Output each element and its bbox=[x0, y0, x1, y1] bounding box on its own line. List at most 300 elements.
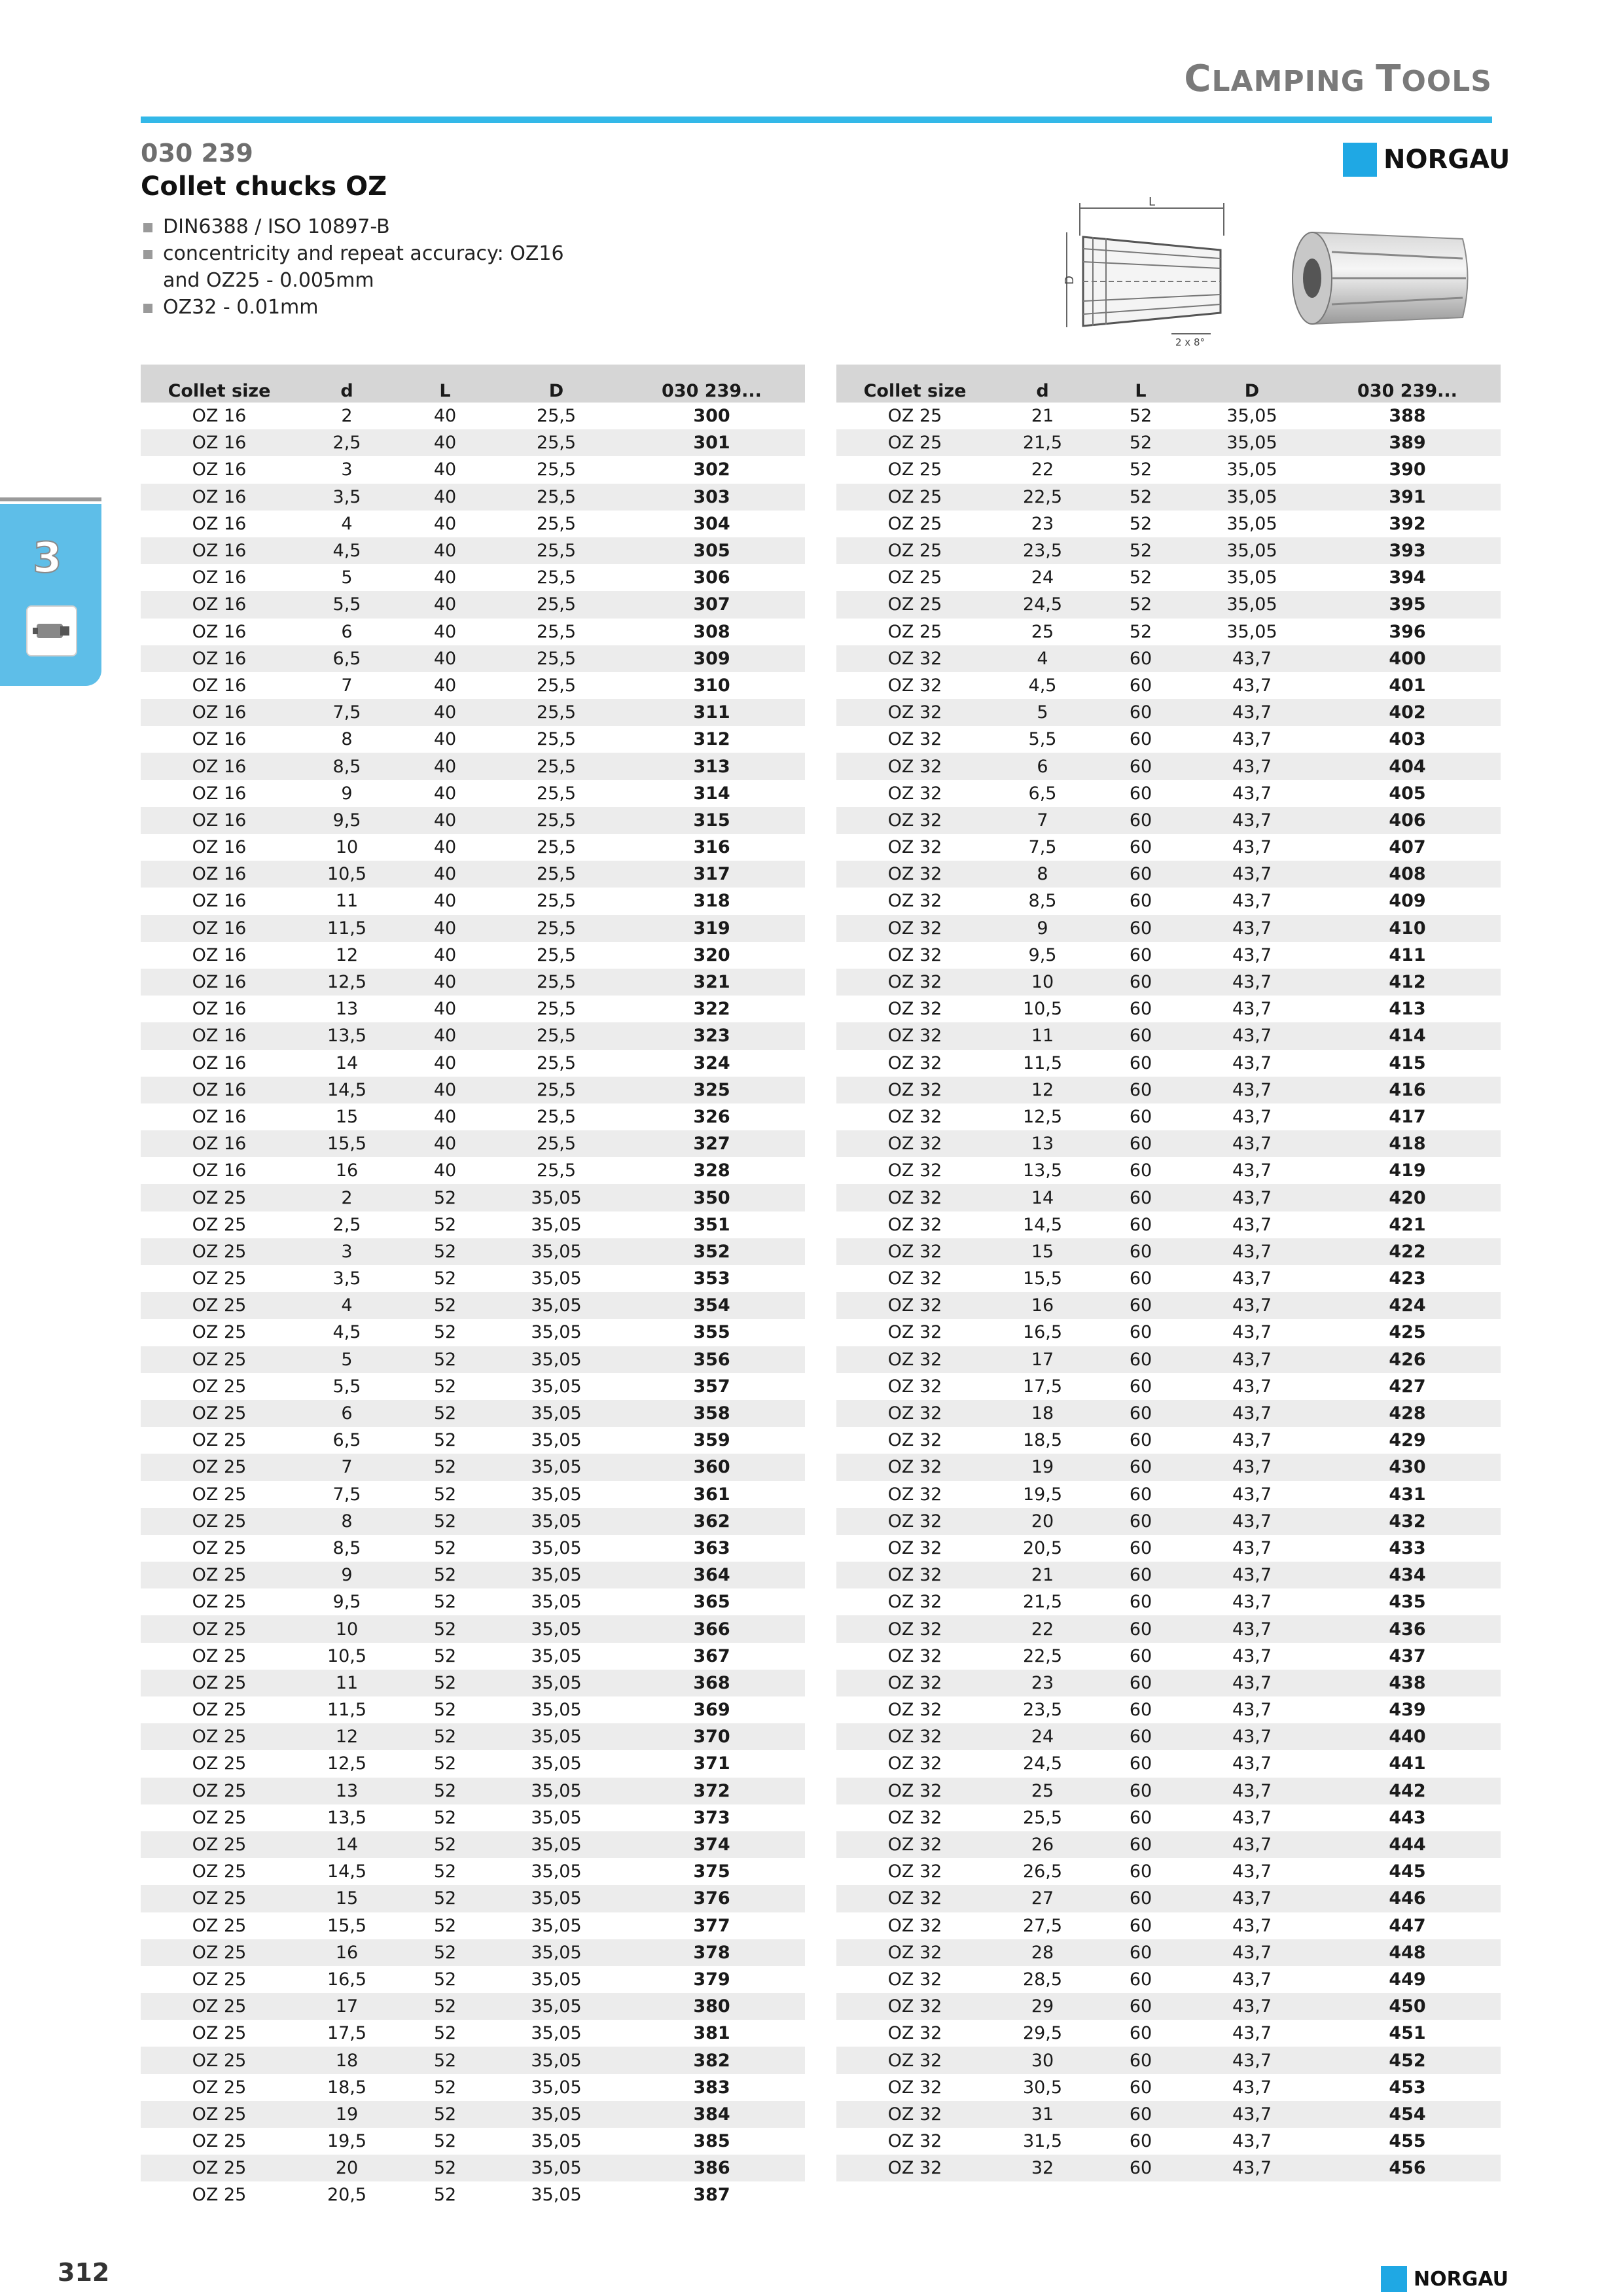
cell-d: 23,5 bbox=[1022, 1700, 1063, 1721]
cell-D: 35,05 bbox=[531, 1645, 582, 1666]
cell-collet-size: OZ 32 bbox=[836, 699, 993, 726]
col-header-d: d bbox=[993, 365, 1092, 403]
cell-d: 10 bbox=[335, 837, 359, 858]
cell-L: 60 bbox=[1129, 1430, 1152, 1451]
cell-collet-size: OZ 25 bbox=[141, 1670, 298, 1696]
cell-d: 11 bbox=[993, 1022, 1092, 1049]
cell-d: 11,5 bbox=[1022, 1052, 1063, 1073]
cell-article-code: 376 bbox=[618, 1885, 805, 1912]
cell-D: 35,05 bbox=[494, 1562, 618, 1588]
table-row bbox=[141, 1535, 805, 1562]
cell-article-code: 450 bbox=[1314, 1993, 1501, 2020]
cell-D: 43,7 bbox=[1232, 1753, 1272, 1774]
cell-article-code: 401 bbox=[1389, 675, 1426, 696]
cell-d: 15,5 bbox=[1022, 1268, 1063, 1289]
cell-article-code: 350 bbox=[618, 1184, 805, 1211]
cell-collet-size: OZ 32 bbox=[887, 1052, 942, 1073]
bullet-icon bbox=[143, 250, 152, 259]
cell-d: 5,5 bbox=[332, 1376, 361, 1397]
cell-d: 3,5 bbox=[332, 1268, 361, 1289]
cell-d: 15,5 bbox=[298, 1130, 396, 1157]
cell-d: 12,5 bbox=[1022, 1106, 1063, 1127]
cell-L: 40 bbox=[396, 861, 494, 888]
cell-D: 43,7 bbox=[1232, 1700, 1272, 1721]
cell-article-code: 370 bbox=[618, 1723, 805, 1750]
cell-collet-size: OZ 32 bbox=[836, 1238, 993, 1265]
cell-L: 52 bbox=[433, 2131, 457, 2152]
cell-collet-size: OZ 16 bbox=[141, 429, 298, 456]
cell-collet-size: OZ 25 bbox=[141, 1615, 298, 1642]
table-row bbox=[836, 511, 1501, 537]
cell-article-code: 426 bbox=[1314, 1346, 1501, 1373]
cell-D: 25,5 bbox=[536, 406, 577, 427]
cell-d: 10 bbox=[993, 969, 1092, 996]
cell-L: 52 bbox=[396, 1723, 494, 1750]
cell-collet-size: OZ 25 bbox=[141, 1400, 298, 1427]
cell-D: 35,05 bbox=[531, 1322, 582, 1343]
table-row bbox=[836, 2128, 1501, 2155]
cell-collet-size: OZ 32 bbox=[836, 1885, 993, 1912]
cell-d: 23,5 bbox=[993, 537, 1092, 564]
cell-L: 40 bbox=[433, 999, 457, 1020]
cell-article-code: 396 bbox=[1389, 621, 1426, 642]
cell-d: 25 bbox=[993, 1778, 1092, 1804]
brand-name: NORGAU bbox=[1383, 145, 1510, 175]
cell-L: 60 bbox=[1092, 1885, 1190, 1912]
col-header-D: D bbox=[494, 365, 618, 403]
table-row bbox=[836, 1535, 1501, 1562]
cell-collet-size: OZ 25 bbox=[141, 1831, 298, 1858]
table-row bbox=[141, 429, 805, 456]
cell-d: 9 bbox=[341, 783, 353, 804]
cell-L: 60 bbox=[1129, 1861, 1152, 1882]
cell-D: 25,5 bbox=[536, 729, 577, 750]
cell-D: 35,05 bbox=[494, 1939, 618, 1966]
table-row bbox=[836, 2020, 1501, 2047]
cell-d: 2,5 bbox=[332, 1214, 361, 1235]
cell-D: 35,05 bbox=[494, 2047, 618, 2073]
cell-D: 25,5 bbox=[536, 1106, 577, 1127]
cell-d: 11 bbox=[335, 891, 359, 912]
cell-collet-size: OZ 32 bbox=[887, 999, 942, 1020]
cell-article-code: 328 bbox=[693, 1160, 730, 1181]
table-row bbox=[836, 456, 1501, 483]
cell-D: 43,7 bbox=[1190, 1130, 1314, 1157]
table-row bbox=[141, 591, 805, 618]
cell-L: 60 bbox=[1129, 2131, 1152, 2152]
cell-collet-size: OZ 16 bbox=[141, 699, 298, 726]
cell-D: 35,05 bbox=[494, 1184, 618, 1211]
table-row bbox=[141, 753, 805, 780]
cell-collet-size: OZ 32 bbox=[887, 1160, 942, 1181]
cell-D: 35,05 bbox=[494, 1400, 618, 1427]
cell-D: 43,7 bbox=[1232, 1915, 1272, 1936]
cell-D: 43,7 bbox=[1190, 1346, 1314, 1373]
cell-d: 26 bbox=[993, 1831, 1092, 1858]
cell-L: 52 bbox=[396, 1508, 494, 1535]
cell-D: 25,5 bbox=[536, 999, 577, 1020]
cell-D: 43,7 bbox=[1190, 1508, 1314, 1535]
cell-d: 12 bbox=[335, 944, 359, 965]
table-row bbox=[836, 484, 1501, 511]
cell-article-code: 381 bbox=[693, 2023, 730, 2044]
cell-D: 35,05 bbox=[494, 1831, 618, 1858]
product-title: Collet chucks OZ bbox=[141, 171, 387, 202]
cell-D: 25,5 bbox=[536, 1160, 577, 1181]
cell-article-code: 408 bbox=[1314, 861, 1501, 888]
cell-article-code: 379 bbox=[693, 1969, 730, 1990]
cell-collet-size: OZ 16 bbox=[192, 513, 247, 534]
cell-collet-size: OZ 25 bbox=[141, 1939, 298, 1966]
cell-L: 52 bbox=[1129, 513, 1152, 534]
table-row bbox=[836, 429, 1501, 456]
table-row bbox=[836, 1427, 1501, 1454]
cell-L: 52 bbox=[396, 1292, 494, 1319]
cell-collet-size: OZ 16 bbox=[141, 484, 298, 511]
cell-D: 35,05 bbox=[494, 1454, 618, 1480]
cell-L: 52 bbox=[396, 1939, 494, 1966]
table-row bbox=[836, 1696, 1501, 1723]
cell-article-code: 402 bbox=[1314, 699, 1501, 726]
cell-L: 60 bbox=[1092, 969, 1190, 996]
cell-D: 43,7 bbox=[1232, 783, 1272, 804]
cell-D: 43,7 bbox=[1232, 837, 1272, 858]
cell-d: 24,5 bbox=[1022, 1753, 1063, 1774]
cell-collet-size: OZ 32 bbox=[836, 1292, 993, 1319]
table-row bbox=[141, 1157, 805, 1184]
cell-collet-size: OZ 32 bbox=[836, 2101, 993, 2128]
table-row bbox=[141, 1508, 805, 1535]
cell-article-code: 367 bbox=[693, 1645, 730, 1666]
cell-L: 60 bbox=[1092, 699, 1190, 726]
cell-article-code: 320 bbox=[693, 944, 730, 965]
cell-d: 15,5 bbox=[327, 1915, 367, 1936]
cell-article-code: 452 bbox=[1314, 2047, 1501, 2073]
cell-article-code: 384 bbox=[618, 2101, 805, 2128]
cell-L: 60 bbox=[1092, 1238, 1190, 1265]
cell-collet-size: OZ 32 bbox=[836, 1615, 993, 1642]
cell-d: 17,5 bbox=[1022, 1376, 1063, 1397]
cell-d: 4 bbox=[298, 1292, 396, 1319]
cell-d: 22 bbox=[1031, 459, 1054, 480]
cell-article-code: 362 bbox=[618, 1508, 805, 1535]
bullet-icon bbox=[143, 304, 152, 313]
cell-d: 9,5 bbox=[298, 807, 396, 834]
cell-collet-size: OZ 32 bbox=[836, 1831, 993, 1858]
feature-item: DIN6388 / ISO 10897-B bbox=[141, 213, 564, 240]
cell-D: 35,05 bbox=[1190, 484, 1314, 511]
cell-collet-size: OZ 32 bbox=[836, 2155, 993, 2181]
table-row bbox=[836, 1238, 1501, 1265]
feature-item: concentricity and repeat accuracy: OZ16 bbox=[141, 240, 564, 267]
cell-D: 43,7 bbox=[1190, 1400, 1314, 1427]
cell-d: 13 bbox=[298, 1778, 396, 1804]
cell-L: 52 bbox=[396, 1993, 494, 2020]
table-row bbox=[141, 942, 805, 969]
cell-collet-size: OZ 16 bbox=[192, 837, 247, 858]
cell-collet-size: OZ 25 bbox=[887, 567, 942, 588]
table-row bbox=[836, 1319, 1501, 1346]
cell-D: 35,05 bbox=[1190, 537, 1314, 564]
section-title: CLAMPING TOOLS bbox=[1184, 58, 1492, 100]
cell-D: 43,7 bbox=[1190, 861, 1314, 888]
cell-D: 25,5 bbox=[536, 783, 577, 804]
cell-d: 7 bbox=[298, 1454, 396, 1480]
table-row bbox=[141, 969, 805, 996]
cell-collet-size: OZ 25 bbox=[141, 1184, 298, 1211]
cell-d: 32 bbox=[993, 2155, 1092, 2181]
cell-collet-size: OZ 32 bbox=[887, 1214, 942, 1235]
cell-collet-size: OZ 16 bbox=[141, 537, 298, 564]
table-row bbox=[836, 1750, 1501, 1777]
cell-collet-size: OZ 25 bbox=[141, 1562, 298, 1588]
cell-article-code: 373 bbox=[693, 1807, 730, 1828]
cell-D: 35,05 bbox=[1226, 567, 1277, 588]
cell-L: 52 bbox=[396, 1885, 494, 1912]
cell-D: 43,7 bbox=[1190, 1993, 1314, 2020]
cell-article-code: 363 bbox=[693, 1537, 730, 1558]
cell-L: 60 bbox=[1129, 944, 1152, 965]
cell-D: 35,05 bbox=[531, 1592, 582, 1613]
feature-item-continuation: and OZ25 - 0.005mm bbox=[163, 269, 374, 292]
article-number: 030 239 bbox=[141, 139, 253, 168]
cell-article-code: 430 bbox=[1314, 1454, 1501, 1480]
cell-L: 40 bbox=[396, 753, 494, 780]
col-header-L: L bbox=[1092, 365, 1190, 403]
cell-d: 12,5 bbox=[327, 1753, 367, 1774]
table-row bbox=[141, 996, 805, 1022]
cell-L: 60 bbox=[1129, 1268, 1152, 1289]
table-row bbox=[141, 1077, 805, 1103]
cell-d: 7 bbox=[341, 675, 353, 696]
cell-article-code: 364 bbox=[618, 1562, 805, 1588]
cell-d: 4 bbox=[341, 513, 353, 534]
cell-collet-size: OZ 32 bbox=[836, 2047, 993, 2073]
cell-d: 4,5 bbox=[298, 537, 396, 564]
table-row bbox=[141, 1939, 805, 1966]
cell-d: 11,5 bbox=[327, 1700, 367, 1721]
cell-L: 60 bbox=[1092, 1939, 1190, 1966]
cell-D: 43,7 bbox=[1232, 1214, 1272, 1235]
cell-article-code: 357 bbox=[693, 1376, 730, 1397]
cell-L: 40 bbox=[396, 645, 494, 672]
col-header-collet-size: Collet size bbox=[141, 365, 298, 403]
col-header-collet-size: Collet size bbox=[836, 365, 993, 403]
cell-D: 43,7 bbox=[1190, 2155, 1314, 2181]
cell-D: 25,5 bbox=[494, 537, 618, 564]
cell-L: 52 bbox=[396, 1238, 494, 1265]
cell-collet-size: OZ 25 bbox=[141, 1454, 298, 1480]
cell-D: 43,7 bbox=[1232, 1645, 1272, 1666]
table-row bbox=[836, 1831, 1501, 1858]
cell-d: 30,5 bbox=[1022, 2077, 1063, 2098]
table-row bbox=[836, 780, 1501, 807]
cell-article-code: 302 bbox=[693, 459, 730, 480]
table-row bbox=[836, 537, 1501, 564]
table-row bbox=[836, 1265, 1501, 1292]
cell-d: 18 bbox=[298, 2047, 396, 2073]
cell-L: 52 bbox=[433, 1645, 457, 1666]
cell-d: 9,5 bbox=[332, 1592, 361, 1613]
table-row bbox=[836, 2101, 1501, 2128]
cell-D: 43,7 bbox=[1190, 699, 1314, 726]
cell-article-code: 407 bbox=[1389, 837, 1426, 858]
cell-d: 22,5 bbox=[993, 484, 1092, 511]
cell-collet-size: OZ 16 bbox=[141, 645, 298, 672]
cell-article-code: 378 bbox=[618, 1939, 805, 1966]
cell-article-code: 454 bbox=[1314, 2101, 1501, 2128]
cell-D: 43,7 bbox=[1190, 915, 1314, 942]
table-row bbox=[141, 2020, 805, 2047]
table-row bbox=[141, 1427, 805, 1454]
cell-d: 12 bbox=[993, 1077, 1092, 1103]
cell-collet-size: OZ 16 bbox=[141, 1022, 298, 1049]
cell-L: 40 bbox=[396, 1077, 494, 1103]
cell-D: 43,7 bbox=[1232, 1537, 1272, 1558]
table-row bbox=[141, 1885, 805, 1912]
table-row bbox=[141, 2074, 805, 2101]
cell-article-code: 380 bbox=[618, 1993, 805, 2020]
cell-L: 60 bbox=[1092, 1130, 1190, 1157]
cell-article-code: 455 bbox=[1389, 2131, 1426, 2152]
table-row bbox=[141, 699, 805, 726]
cell-article-code: 448 bbox=[1314, 1939, 1501, 1966]
table-header-row bbox=[141, 365, 805, 403]
cell-D: 25,5 bbox=[536, 1052, 577, 1073]
cell-d: 5,5 bbox=[298, 591, 396, 618]
cell-L: 40 bbox=[396, 484, 494, 511]
cell-collet-size: OZ 25 bbox=[141, 1508, 298, 1535]
table-row bbox=[836, 1400, 1501, 1427]
cell-article-code: 353 bbox=[693, 1268, 730, 1289]
cell-d: 3 bbox=[341, 459, 353, 480]
cell-d: 10,5 bbox=[327, 1645, 367, 1666]
cell-L: 60 bbox=[1092, 1562, 1190, 1588]
cell-d: 14,5 bbox=[298, 1077, 396, 1103]
cell-collet-size: OZ 32 bbox=[836, 861, 993, 888]
cell-collet-size: OZ 25 bbox=[141, 1993, 298, 2020]
cell-L: 60 bbox=[1092, 1670, 1190, 1696]
table-row bbox=[836, 1615, 1501, 1642]
cell-article-code: 388 bbox=[1389, 406, 1426, 427]
cell-L: 60 bbox=[1129, 675, 1152, 696]
table-row bbox=[141, 1319, 805, 1346]
cell-article-code: 365 bbox=[693, 1592, 730, 1613]
cell-collet-size: OZ 25 bbox=[836, 537, 993, 564]
table-row bbox=[141, 456, 805, 483]
cell-L: 60 bbox=[1092, 753, 1190, 780]
table-row bbox=[836, 1130, 1501, 1157]
cell-collet-size: OZ 16 bbox=[192, 406, 247, 427]
table-row bbox=[141, 2181, 805, 2208]
cell-collet-size: OZ 32 bbox=[836, 645, 993, 672]
table-row bbox=[836, 619, 1501, 645]
cell-collet-size: OZ 32 bbox=[887, 1430, 942, 1451]
chapter-tab[interactable] bbox=[0, 504, 101, 686]
cell-D: 43,7 bbox=[1190, 1615, 1314, 1642]
cell-D: 43,7 bbox=[1232, 2077, 1272, 2098]
header-rule bbox=[141, 117, 1492, 123]
cell-D: 25,5 bbox=[494, 1130, 618, 1157]
cell-D: 43,7 bbox=[1232, 1592, 1272, 1613]
cell-article-code: 431 bbox=[1389, 1484, 1426, 1505]
cell-collet-size: OZ 25 bbox=[192, 2077, 247, 2098]
cell-article-code: 432 bbox=[1314, 1508, 1501, 1535]
brand-logo bbox=[1343, 141, 1510, 178]
cell-L: 52 bbox=[1129, 567, 1152, 588]
table-row bbox=[141, 1211, 805, 1238]
cell-d: 24 bbox=[993, 1723, 1092, 1750]
cell-d: 23 bbox=[1031, 513, 1054, 534]
cell-d: 25,5 bbox=[1022, 1807, 1063, 1828]
cell-D: 43,7 bbox=[1232, 1969, 1272, 1990]
cell-L: 60 bbox=[1129, 1915, 1152, 1936]
cell-collet-size: OZ 25 bbox=[887, 406, 942, 427]
cell-article-code: 406 bbox=[1314, 807, 1501, 834]
table-row bbox=[836, 699, 1501, 726]
cell-L: 52 bbox=[1092, 537, 1190, 564]
cell-L: 60 bbox=[1092, 1346, 1190, 1373]
table-row bbox=[836, 672, 1501, 699]
cell-D: 35,05 bbox=[531, 1268, 582, 1289]
cell-article-code: 419 bbox=[1389, 1160, 1426, 1181]
cell-d: 14,5 bbox=[327, 1861, 367, 1882]
table-row bbox=[141, 1562, 805, 1588]
cell-collet-size: OZ 16 bbox=[192, 1160, 247, 1181]
table-header-row bbox=[836, 365, 1501, 403]
cell-D: 43,7 bbox=[1232, 1160, 1272, 1181]
cell-d: 21,5 bbox=[1022, 1592, 1063, 1613]
table-row bbox=[141, 780, 805, 807]
table-row bbox=[141, 1130, 805, 1157]
cell-D: 35,05 bbox=[531, 1484, 582, 1505]
table-row bbox=[141, 861, 805, 888]
cell-D: 43,7 bbox=[1190, 1778, 1314, 1804]
cell-L: 60 bbox=[1092, 2101, 1190, 2128]
cell-article-code: 453 bbox=[1389, 2077, 1426, 2098]
cell-L: 60 bbox=[1129, 1106, 1152, 1127]
cell-D: 35,05 bbox=[494, 1670, 618, 1696]
cell-article-code: 411 bbox=[1389, 944, 1426, 965]
cell-collet-size: OZ 32 bbox=[836, 1454, 993, 1480]
cell-L: 60 bbox=[1092, 1831, 1190, 1858]
table-row bbox=[141, 2101, 805, 2128]
cell-collet-size: OZ 25 bbox=[192, 2185, 247, 2206]
cell-collet-size: OZ 25 bbox=[192, 1537, 247, 1558]
table-row bbox=[836, 807, 1501, 834]
feature-item: OZ32 - 0.01mm bbox=[141, 294, 564, 321]
cell-L: 52 bbox=[396, 2047, 494, 2073]
cell-D: 25,5 bbox=[494, 484, 618, 511]
cell-collet-size: OZ 16 bbox=[141, 969, 298, 996]
cell-D: 25,5 bbox=[536, 675, 577, 696]
cell-article-code: 304 bbox=[693, 513, 730, 534]
cell-article-code: 422 bbox=[1314, 1238, 1501, 1265]
cell-d: 4 bbox=[993, 645, 1092, 672]
cell-d: 6,5 bbox=[332, 1430, 361, 1451]
cell-D: 35,05 bbox=[494, 1615, 618, 1642]
cell-d: 7 bbox=[993, 807, 1092, 834]
cell-collet-size: OZ 32 bbox=[887, 1861, 942, 1882]
table-row bbox=[141, 1966, 805, 1993]
cell-article-code: 424 bbox=[1314, 1292, 1501, 1319]
cell-D: 35,05 bbox=[494, 1292, 618, 1319]
cell-d: 3,5 bbox=[298, 484, 396, 511]
table-row bbox=[141, 645, 805, 672]
cell-collet-size: OZ 32 bbox=[887, 2131, 942, 2152]
collet-photo bbox=[1286, 223, 1476, 334]
cell-article-code: 325 bbox=[618, 1077, 805, 1103]
